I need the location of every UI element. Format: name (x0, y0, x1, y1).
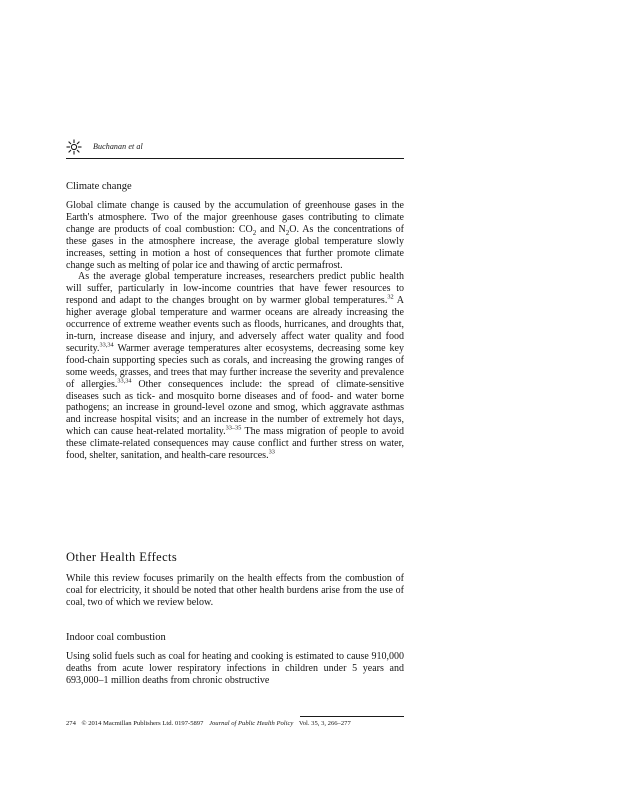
journal-name: Journal of Public Health Policy (209, 720, 294, 727)
citation: 33 (268, 448, 275, 456)
other-effects-heading: Other Health Effects (66, 550, 178, 564)
other-effects-paragraph: While this review focuses primarily on the health effects from the combustion of coal for electricity, it should be noted that other health burdens arise from the use of coal, two of which we review below. (66, 573, 404, 608)
running-head-author: Buchanan et al (93, 142, 143, 151)
citation: 33,34 (117, 377, 132, 385)
citation: 32 (387, 293, 394, 301)
journal-logo-icon (66, 139, 82, 155)
volume-info: Vol. 35, 3, 266–277 (298, 720, 351, 727)
page-footer (66, 719, 404, 728)
climate-paragraph-2: As the average global temperature increases, researchers predict public health will suffer, particularly in low-income countries that have fewer resources to respond and adapt to the changes brought on by warmer global temperatures.$^{32}$ A higher average global temperature and warmer oceans are already increasing the occurrence of extreme weather events such as floods, hurricanes, and droughts that, in-turn, increase disease and injury, and adversely affect water quality and food security.$^{33,34}$ Warmer average temperatures alter ecosystems, decreasing some key food-chain supporting species such as corals, and increasing the growing ranges of some weeds, grasses, and trees that may further increase the severity and prevalence of allergies.$^{33,34}$ Other consequences include: the spread of climate-sensitive diseases such as tick- and mosquito borne diseases and of food- and water borne pathogens; an increase in ground-level ozone and smog, which aggravate asthmas and increase hospital visits; and an increase in the number of extremely hot days, which can cause heat-related mortality.$^{33-35}$ The mass migration of people to avoid these climate-related consequences may cause conflict and further stress on water, food, shelter, sanitation, and health-care resources.$^{33}$ (66, 271, 405, 462)
indoor-paragraph: Using solid fuels such as coal for heating and cooking is estimated to cause 910,000 deaths from acute lower respiratory infections in children under 5 years and 693,000–1 million deaths from chronic obstructive (66, 651, 404, 686)
copyright: © 2014 Macmillan Publishers Ltd. 0197-5897 (81, 720, 204, 727)
citation: 33,34 (99, 341, 114, 349)
indoor-section (66, 631, 404, 687)
indoor-heading: Indoor coal combustion (66, 632, 166, 643)
running-head (66, 138, 404, 159)
other-effects-section (66, 550, 404, 609)
climate-paragraph-1: Global climate change is caused by the accumulation of greenhouse gases in the Earth's atmosphere. Two of the major greenhouse gases contributing to climate change are products of coal combustion: $CO_2$ and $N_2O$. As the concentrations of these gases in the atmosphere increase, the average global temperature slowly increases, setting in motion a host of consequences that further promote climate change such as melting of polar ice and thawing of arctic permafrost. (66, 200, 404, 271)
climate-section (66, 180, 404, 462)
climate-heading: Climate change (66, 181, 132, 192)
page-number: 274 (66, 720, 76, 727)
footer-rule (300, 716, 404, 717)
citation: 33–35 (225, 424, 242, 432)
